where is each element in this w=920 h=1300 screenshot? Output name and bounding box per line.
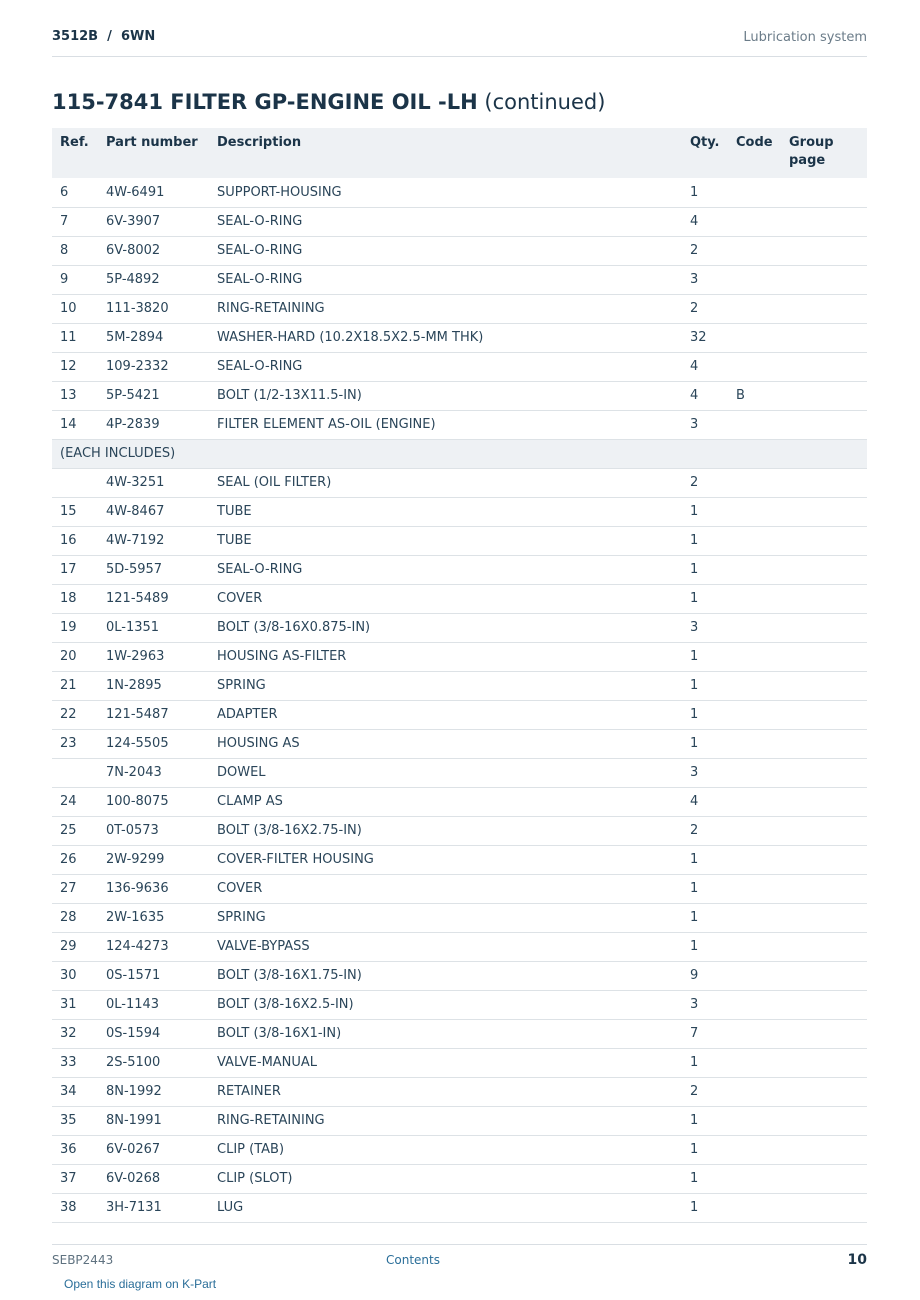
description-cell: SEAL-O-RING [209,352,682,381]
part-number-cell: 100-8075 [98,787,209,816]
part-number-cell: 7N-2043 [98,758,209,787]
ref-cell: 17 [52,555,98,584]
qty-cell: 7 [682,1019,728,1048]
code-cell: B [728,381,781,410]
group-page-cell [781,990,867,1019]
column-header-qty: Qty. [682,128,728,178]
qty-cell: 1 [682,700,728,729]
table-row [52,787,867,816]
qty-cell: 1 [682,497,728,526]
description-cell: HOUSING AS-FILTER [209,642,682,671]
table-row [52,497,867,526]
part-number-cell: 6V-8002 [98,236,209,265]
description-cell: SPRING [209,903,682,932]
description-cell: TUBE [209,526,682,555]
code-cell [728,642,781,671]
qty-cell: 1 [682,642,728,671]
table-row [52,265,867,294]
group-page-cell [781,526,867,555]
qty-cell: 1 [682,671,728,700]
ref-cell: 11 [52,323,98,352]
part-number-cell: 124-4273 [98,932,209,961]
page-number: 10 [847,1252,867,1268]
description-cell: ADAPTER [209,700,682,729]
description-cell: SEAL-O-RING [209,207,682,236]
code-cell [728,294,781,323]
qty-cell: 1 [682,932,728,961]
part-number-cell: 121-5489 [98,584,209,613]
qty-cell: 3 [682,265,728,294]
table-row [52,642,867,671]
code-cell [728,497,781,526]
part-number-cell: 109-2332 [98,352,209,381]
part-number-cell: 4W-8467 [98,497,209,526]
description-cell: BOLT (3/8-16X2.75-IN) [209,816,682,845]
code-cell [728,874,781,903]
ref-cell: 28 [52,903,98,932]
code-cell [728,1019,781,1048]
description-cell: HOUSING AS [209,729,682,758]
code-cell [728,758,781,787]
ref-cell: 27 [52,874,98,903]
description-cell: LUG [209,1193,682,1222]
code-cell [728,1106,781,1135]
group-page-cell [781,1019,867,1048]
description-cell: TUBE [209,497,682,526]
group-page-cell [781,787,867,816]
title-suffix: (continued) [477,90,606,114]
qty-cell: 3 [682,613,728,642]
part-number-cell: 5M-2894 [98,323,209,352]
part-number-cell: 4W-7192 [98,526,209,555]
part-number-cell: 5D-5957 [98,555,209,584]
qty-cell: 1 [682,1048,728,1077]
table-row [52,1019,867,1048]
qty-cell: 1 [682,845,728,874]
table-row [52,323,867,352]
table-row [52,613,867,642]
part-number-cell: 6V-0268 [98,1164,209,1193]
part-number-cell: 0L-1143 [98,990,209,1019]
ref-cell: 12 [52,352,98,381]
group-page-cell [781,555,867,584]
ref-cell: 6 [52,178,98,207]
qty-cell: 9 [682,961,728,990]
table-row [52,845,867,874]
part-number-cell: 5P-5421 [98,381,209,410]
code-cell [728,207,781,236]
document-id: SEBP2443 [52,1253,114,1267]
ref-cell: 10 [52,294,98,323]
code-cell [728,700,781,729]
code-cell [728,526,781,555]
group-page-cell [781,207,867,236]
ref-cell: 16 [52,526,98,555]
description-cell: BOLT (1/2-13X11.5-IN) [209,381,682,410]
description-cell: WASHER-HARD (10.2X18.5X2.5-MM THK) [209,323,682,352]
ref-cell: 20 [52,642,98,671]
code-cell [728,1077,781,1106]
table-row [52,1164,867,1193]
column-header-group-page: Group page [781,128,867,178]
part-number-cell: 124-5505 [98,729,209,758]
code-cell [728,903,781,932]
ref-cell: 33 [52,1048,98,1077]
description-cell: RETAINER [209,1077,682,1106]
table-row [52,178,867,207]
description-cell: COVER-FILTER HOUSING [209,845,682,874]
part-number-cell: 0L-1351 [98,613,209,642]
title-main: 115-7841 FILTER GP-ENGINE OIL -LH [52,90,478,114]
group-page-cell [781,265,867,294]
qty-cell: 1 [682,526,728,555]
ref-cell [52,758,98,787]
part-number-cell: 6V-0267 [98,1135,209,1164]
code-cell [728,671,781,700]
table-row [52,990,867,1019]
ref-cell: 32 [52,1019,98,1048]
part-number-cell: 4W-3251 [98,468,209,497]
group-page-cell [781,1164,867,1193]
group-page-cell [781,613,867,642]
ref-cell: 24 [52,787,98,816]
qty-cell: 4 [682,352,728,381]
qty-cell: 4 [682,787,728,816]
table-row [52,1135,867,1164]
description-cell: VALVE-MANUAL [209,1048,682,1077]
footer-divider [52,1244,867,1245]
qty-cell: 2 [682,294,728,323]
group-page-cell [781,178,867,207]
kpart-link[interactable]: Open this diagram on K-Part [64,1277,217,1291]
part-number-cell: 2W-9299 [98,845,209,874]
code-cell [728,1193,781,1222]
description-cell: SPRING [209,671,682,700]
code-cell [728,410,781,439]
qty-cell: 1 [682,178,728,207]
ref-cell: 31 [52,990,98,1019]
description-cell: COVER [209,874,682,903]
group-page-cell [781,497,867,526]
ref-cell: 25 [52,816,98,845]
note-text: (EACH INCLUDES) [52,439,867,468]
ref-cell: 21 [52,671,98,700]
part-number-cell: 136-9636 [98,874,209,903]
column-header-code: Code [728,128,781,178]
ref-cell: 38 [52,1193,98,1222]
qty-cell: 1 [682,903,728,932]
group-page-cell [781,1048,867,1077]
table-row [52,410,867,439]
description-cell: SUPPORT-HOUSING [209,178,682,207]
description-cell: VALVE-BYPASS [209,932,682,961]
table-row [52,352,867,381]
description-cell: RING-RETAINING [209,1106,682,1135]
code-cell [728,323,781,352]
table-row [52,1048,867,1077]
ref-cell: 7 [52,207,98,236]
table-row [52,729,867,758]
code-cell [728,787,781,816]
qty-cell: 1 [682,555,728,584]
part-number-cell: 5P-4892 [98,265,209,294]
part-number-cell: 0T-0573 [98,816,209,845]
group-page-cell [781,352,867,381]
qty-cell: 2 [682,1077,728,1106]
column-header-part-number: Part number [98,128,209,178]
table-row [52,468,867,497]
part-number-cell: 2W-1635 [98,903,209,932]
group-page-cell [781,410,867,439]
table-row [52,671,867,700]
qty-cell: 1 [682,1164,728,1193]
part-number-cell: 6V-3907 [98,207,209,236]
code-cell [728,1164,781,1193]
ref-cell: 22 [52,700,98,729]
group-page-cell [781,236,867,265]
column-header-description: Description [209,128,682,178]
group-page-cell [781,1193,867,1222]
group-page-cell [781,294,867,323]
table-row [52,294,867,323]
group-page-cell [781,323,867,352]
code-cell [728,236,781,265]
group-page-cell [781,584,867,613]
code-cell [728,468,781,497]
ref-cell: 8 [52,236,98,265]
qty-cell: 32 [682,323,728,352]
ref-cell: 15 [52,497,98,526]
qty-cell: 1 [682,874,728,903]
group-page-cell [781,1077,867,1106]
qty-cell: 1 [682,1135,728,1164]
model-label: 3512B / 6WN [52,29,156,44]
description-cell: BOLT (3/8-16X1.75-IN) [209,961,682,990]
qty-cell: 1 [682,1106,728,1135]
qty-cell: 1 [682,729,728,758]
group-page-cell [781,845,867,874]
group-page-cell [781,729,867,758]
code-cell [728,932,781,961]
description-cell: SEAL-O-RING [209,265,682,294]
qty-cell: 1 [682,1193,728,1222]
ref-cell: 18 [52,584,98,613]
part-number-cell: 1W-2963 [98,642,209,671]
code-cell [728,961,781,990]
description-cell: SEAL-O-RING [209,555,682,584]
part-number-cell: 4W-6491 [98,178,209,207]
qty-cell: 3 [682,410,728,439]
description-cell: RING-RETAINING [209,294,682,323]
code-cell [728,845,781,874]
column-header-ref: Ref. [52,128,98,178]
code-cell [728,265,781,294]
page-header [52,28,867,57]
code-cell [728,584,781,613]
code-cell [728,1048,781,1077]
table-row [52,932,867,961]
code-cell [728,990,781,1019]
ref-cell: 37 [52,1164,98,1193]
description-cell: CLIP (TAB) [209,1135,682,1164]
description-cell: FILTER ELEMENT AS-OIL (ENGINE) [209,410,682,439]
parts-table [52,128,867,1223]
description-cell: CLIP (SLOT) [209,1164,682,1193]
part-number-cell: 0S-1571 [98,961,209,990]
qty-cell: 4 [682,207,728,236]
description-cell: BOLT (3/8-16X1-IN) [209,1019,682,1048]
part-number-cell: 111-3820 [98,294,209,323]
table-row [52,961,867,990]
qty-cell: 2 [682,236,728,265]
part-number-cell: 8N-1991 [98,1106,209,1135]
group-page-cell [781,932,867,961]
table-row [52,526,867,555]
table-row [52,758,867,787]
table-header-row [52,128,867,178]
code-cell [728,555,781,584]
ref-cell: 13 [52,381,98,410]
part-number-cell: 3H-7131 [98,1193,209,1222]
part-number-cell: 121-5487 [98,700,209,729]
table-row [52,700,867,729]
ref-cell [52,468,98,497]
code-cell [728,352,781,381]
code-cell [728,816,781,845]
table-row [52,1077,867,1106]
table-row [52,874,867,903]
table-row [52,207,867,236]
ref-cell: 26 [52,845,98,874]
description-cell: CLAMP AS [209,787,682,816]
table-row [52,816,867,845]
qty-cell: 4 [682,381,728,410]
part-number-cell: 8N-1992 [98,1077,209,1106]
table-row [52,584,867,613]
group-page-cell [781,758,867,787]
group-page-cell [781,903,867,932]
description-cell: SEAL (OIL FILTER) [209,468,682,497]
ref-cell: 36 [52,1135,98,1164]
page-title [52,90,605,114]
group-page-cell [781,874,867,903]
description-cell: BOLT (3/8-16X2.5-IN) [209,990,682,1019]
group-page-cell [781,642,867,671]
group-page-cell [781,468,867,497]
qty-cell: 2 [682,816,728,845]
part-number-cell: 0S-1594 [98,1019,209,1048]
qty-cell: 1 [682,584,728,613]
description-cell: COVER [209,584,682,613]
description-cell: SEAL-O-RING [209,236,682,265]
code-cell [728,613,781,642]
ref-cell: 14 [52,410,98,439]
group-page-cell [781,961,867,990]
ref-cell: 23 [52,729,98,758]
ref-cell: 30 [52,961,98,990]
ref-cell: 19 [52,613,98,642]
table-row [52,903,867,932]
group-page-cell [781,1106,867,1135]
code-cell [728,178,781,207]
ref-cell: 29 [52,932,98,961]
group-page-cell [781,671,867,700]
ref-cell: 9 [52,265,98,294]
table-row [52,555,867,584]
table-row [52,1193,867,1222]
part-number-cell: 4P-2839 [98,410,209,439]
contents-link[interactable]: Contents [386,1253,440,1267]
qty-cell: 3 [682,758,728,787]
section-label: Lubrication system [743,30,867,45]
qty-cell: 3 [682,990,728,1019]
ref-cell: 35 [52,1106,98,1135]
group-page-cell [781,1135,867,1164]
group-page-cell [781,700,867,729]
table-note-row [52,439,867,468]
group-page-cell [781,816,867,845]
description-cell: BOLT (3/8-16X0.875-IN) [209,613,682,642]
ref-cell: 34 [52,1077,98,1106]
part-number-cell: 1N-2895 [98,671,209,700]
description-cell: DOWEL [209,758,682,787]
code-cell [728,729,781,758]
qty-cell: 2 [682,468,728,497]
code-cell [728,1135,781,1164]
part-number-cell: 2S-5100 [98,1048,209,1077]
group-page-cell [781,381,867,410]
table-row [52,1106,867,1135]
table-row [52,236,867,265]
table-row [52,381,867,410]
